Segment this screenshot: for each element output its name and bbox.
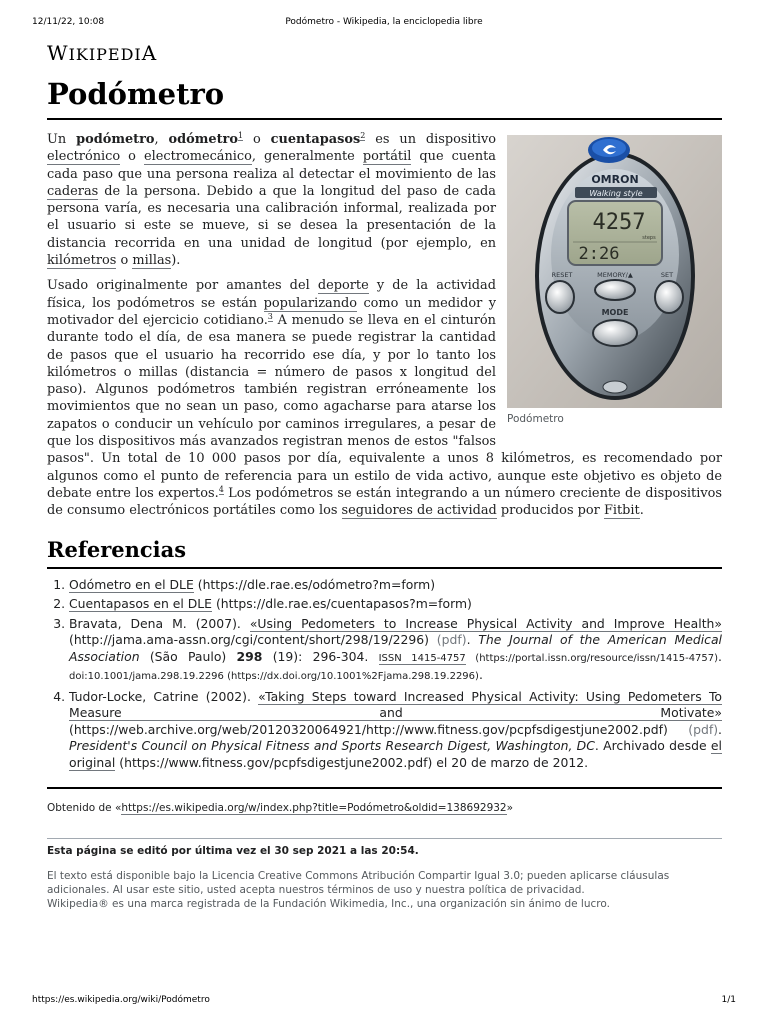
text: (São Paulo)	[139, 648, 237, 664]
footnote-link-4[interactable]: 4	[218, 484, 224, 494]
bold-term: podómetro	[76, 132, 155, 147]
link-millas[interactable]: millas	[132, 253, 172, 269]
figure-caption: Podómetro	[507, 413, 564, 425]
link-deporte[interactable]: deporte	[317, 278, 369, 294]
text: .	[718, 721, 722, 737]
text: Los podómetros se están integrando a un número creciente de dispositivos de consumo electrónicos portátiles como los	[47, 485, 722, 519]
text: ).	[171, 253, 181, 269]
lcd-steps-unit: steps	[642, 235, 656, 241]
text: o	[243, 132, 271, 147]
article-content	[47, 131, 722, 520]
volume: 298	[236, 648, 263, 664]
text: producidos por	[496, 503, 604, 519]
label-set: SET	[660, 271, 674, 279]
reference-item	[69, 596, 722, 613]
article-figure	[507, 135, 722, 426]
text: »	[506, 802, 514, 815]
footnote-link-1[interactable]: 1	[237, 130, 244, 140]
wordmark-final: A	[141, 41, 158, 65]
text: .	[478, 667, 483, 683]
label-memory: MEMORY/▲	[597, 271, 633, 279]
wordmark-initial: W	[47, 41, 69, 65]
link-fitbit[interactable]: Fitbit	[603, 503, 640, 519]
text: (19): 296-304.	[262, 648, 379, 664]
reference-item	[69, 689, 722, 772]
lcd-steps: 4257	[592, 210, 646, 235]
archive-original-url: (https://www.fitness.gov/pcpfsdigestjune2002.pdf)	[115, 754, 433, 770]
reference-link[interactable]: «Using Pedometers to Increase Physical Activity and Improve Health»	[249, 615, 722, 631]
article-page	[47, 40, 722, 911]
journal-name: The Journal of the American Medical Association	[69, 632, 722, 664]
reference-link[interactable]: Cuentapasos en el DLE	[69, 596, 213, 612]
text: de la persona. Debido a que la longitud del paso de cada persona varía, es necesaria una calibración informal, realizada por el usuario si este se mueve, si se desea la presentación de la distancia recorrida en una unidad de longitud (por ejemplo, en	[47, 183, 496, 251]
journal-name: President's Council on Physical Fitness and Sports Research Digest, Washington, DC	[69, 738, 595, 754]
reference-link[interactable]: Odómetro en el DLE	[69, 576, 194, 592]
footnote-link-2[interactable]: 2	[360, 130, 366, 140]
doi-link[interactable]: doi:10.1001/jama.298.19.2296	[69, 671, 224, 683]
doi-url: (https://dx.doi.org/10.1001%2Fjama.298.19.2296)	[223, 671, 479, 683]
pedometer-photo[interactable]	[507, 135, 722, 408]
text: y de la actividad física, los podómetros se están	[47, 278, 496, 311]
text: . Archivado desde	[594, 738, 711, 754]
text: Un	[47, 132, 77, 147]
reference-url: (https://dle.rae.es/odómetro?m=form)	[193, 576, 436, 592]
text: como un medidor y motivador del ejercicio cotidiano.	[47, 295, 496, 328]
device-brand: OMRON	[591, 173, 639, 186]
link-seguidores-de-actividad[interactable]: seguidores de actividad	[341, 503, 497, 519]
trademark-text: Wikipedia® es una marca registrada de la Fundación Wikimedia, Inc., una organización sin ánimo de lucro.	[47, 898, 610, 911]
text: (2002).	[198, 688, 259, 704]
print-footer	[32, 995, 736, 1009]
format-tag: (pdf)	[429, 632, 467, 648]
lcd-secondary: 2:26	[578, 244, 620, 264]
print-url: https://es.wikipedia.org/wiki/Podómetro	[32, 995, 210, 1005]
device-model: Walking style	[589, 189, 643, 198]
print-header	[32, 17, 736, 31]
bold-term: cuentapasos	[270, 132, 361, 147]
reference-author: Tudor-Locke, Catrine	[69, 688, 199, 704]
link-electromecanico[interactable]: electromecánico	[144, 149, 252, 165]
footer-divider	[47, 787, 722, 789]
retrieved-from	[47, 802, 722, 814]
text: A menudo se lleva en el cinturón durante todo el día, de esa manera se puede registrar la cantidad de pasos que el usuario ha recorrido ese día, y por lo tanto los kilómetros o millas (distancia = número de pasos x longitud del paso). Algunos podómetros también registran erróneamente los movimientos que no sean un paso, como agacharse para atarse los zapatos o conducir un vehículo por caminos irregulares, a pesar de que los dispositivos más avanzados registran menos de estos "falsos pasos". Un total de 10 000 pasos por día, equivalente a unos 8 kilómetros, es recomendado por algunos como el punto de referencia para un estilo de vida activo, aunque este objetivo es objeto de debate entre los expertos.	[47, 312, 722, 501]
text: Obtenido de «	[47, 802, 122, 815]
reference-item	[69, 616, 722, 686]
text: (2007).	[186, 615, 250, 631]
link-portatil[interactable]: portátil	[362, 149, 412, 165]
footnote-link-3[interactable]: 3	[267, 311, 273, 321]
reference-author: Bravata, Dena M.	[69, 615, 187, 631]
link-caderas[interactable]: caderas	[47, 183, 99, 199]
text: el 20 de marzo de 2012.	[432, 754, 589, 770]
link-electronico[interactable]: electrónico	[47, 149, 121, 165]
print-page-title: Podómetro - Wikipedia, la enciclopedia libre	[285, 17, 483, 27]
text: Usado originalmente por amantes del	[47, 278, 318, 294]
footer-divider-thin	[47, 838, 722, 839]
text: , generalmente	[251, 149, 363, 165]
text: o	[116, 253, 133, 269]
bold-term: odómetro	[168, 132, 238, 147]
format-tag: (pdf)	[667, 721, 719, 737]
link-popularizando[interactable]: popularizando	[263, 295, 358, 311]
text: ,	[154, 132, 169, 147]
permanent-link[interactable]: https://es.wikipedia.org/w/index.php?title=Podómetro&oldid=138692932	[121, 802, 507, 815]
label-reset: RESET	[551, 271, 573, 279]
link-kilometros[interactable]: kilómetros	[47, 253, 117, 269]
text: que cuenta cada paso que una persona realiza al detectar el movimiento de las	[47, 149, 496, 182]
license-text: El texto está disponible bajo la Licencia Creative Commons Atribución Compartir Igual 3.0; pueden aplicarse cláusulas adicionales. Al usar este sitio, usted acepta nuestros términos de uso y nuestra política de privacidad.	[47, 870, 670, 897]
text: o	[120, 149, 145, 165]
text: .	[639, 503, 644, 519]
text: .	[718, 648, 722, 664]
print-datetime: 12/11/22, 10:08	[32, 17, 105, 27]
reference-url: (https://dle.rae.es/cuentapasos?m=form)	[212, 596, 472, 612]
reference-url: (http://jama.ama-assn.org/cgi/content/short/298/19/2296)	[69, 632, 430, 648]
archive-original-link[interactable]: el original	[69, 738, 722, 770]
wordmark-middle: IKIPEDI	[68, 45, 142, 64]
label-mode: MODE	[601, 308, 629, 317]
pedometer-illustration	[507, 135, 722, 408]
reference-link[interactable]: «Taking Steps toward Increased Physical Activity: Using Pedometers To Measure and Motivate»	[69, 688, 722, 721]
reference-item	[69, 577, 722, 594]
references-list	[47, 577, 722, 772]
reference-url: (https://web.archive.org/web/20120320064921/http://www.fitness.gov/pcpfsdigestjune2002.pdf)	[69, 721, 668, 737]
text: es un dispositivo	[365, 132, 496, 147]
wikipedia-wordmark[interactable]	[47, 40, 722, 66]
references-heading: Referencias	[47, 536, 722, 569]
page-title: Podómetro	[47, 74, 722, 120]
last-edited: Esta página se editó por última vez el 30 sep 2021 a las 20:54.	[47, 845, 419, 858]
issn-link[interactable]: ISSN 1415-4757	[378, 652, 466, 664]
text: .	[466, 632, 479, 648]
license-notice	[47, 869, 722, 911]
issn-url: (https://portal.issn.org/resource/issn/1415-4757)	[465, 652, 719, 664]
print-page-count: 1/1	[721, 995, 736, 1005]
